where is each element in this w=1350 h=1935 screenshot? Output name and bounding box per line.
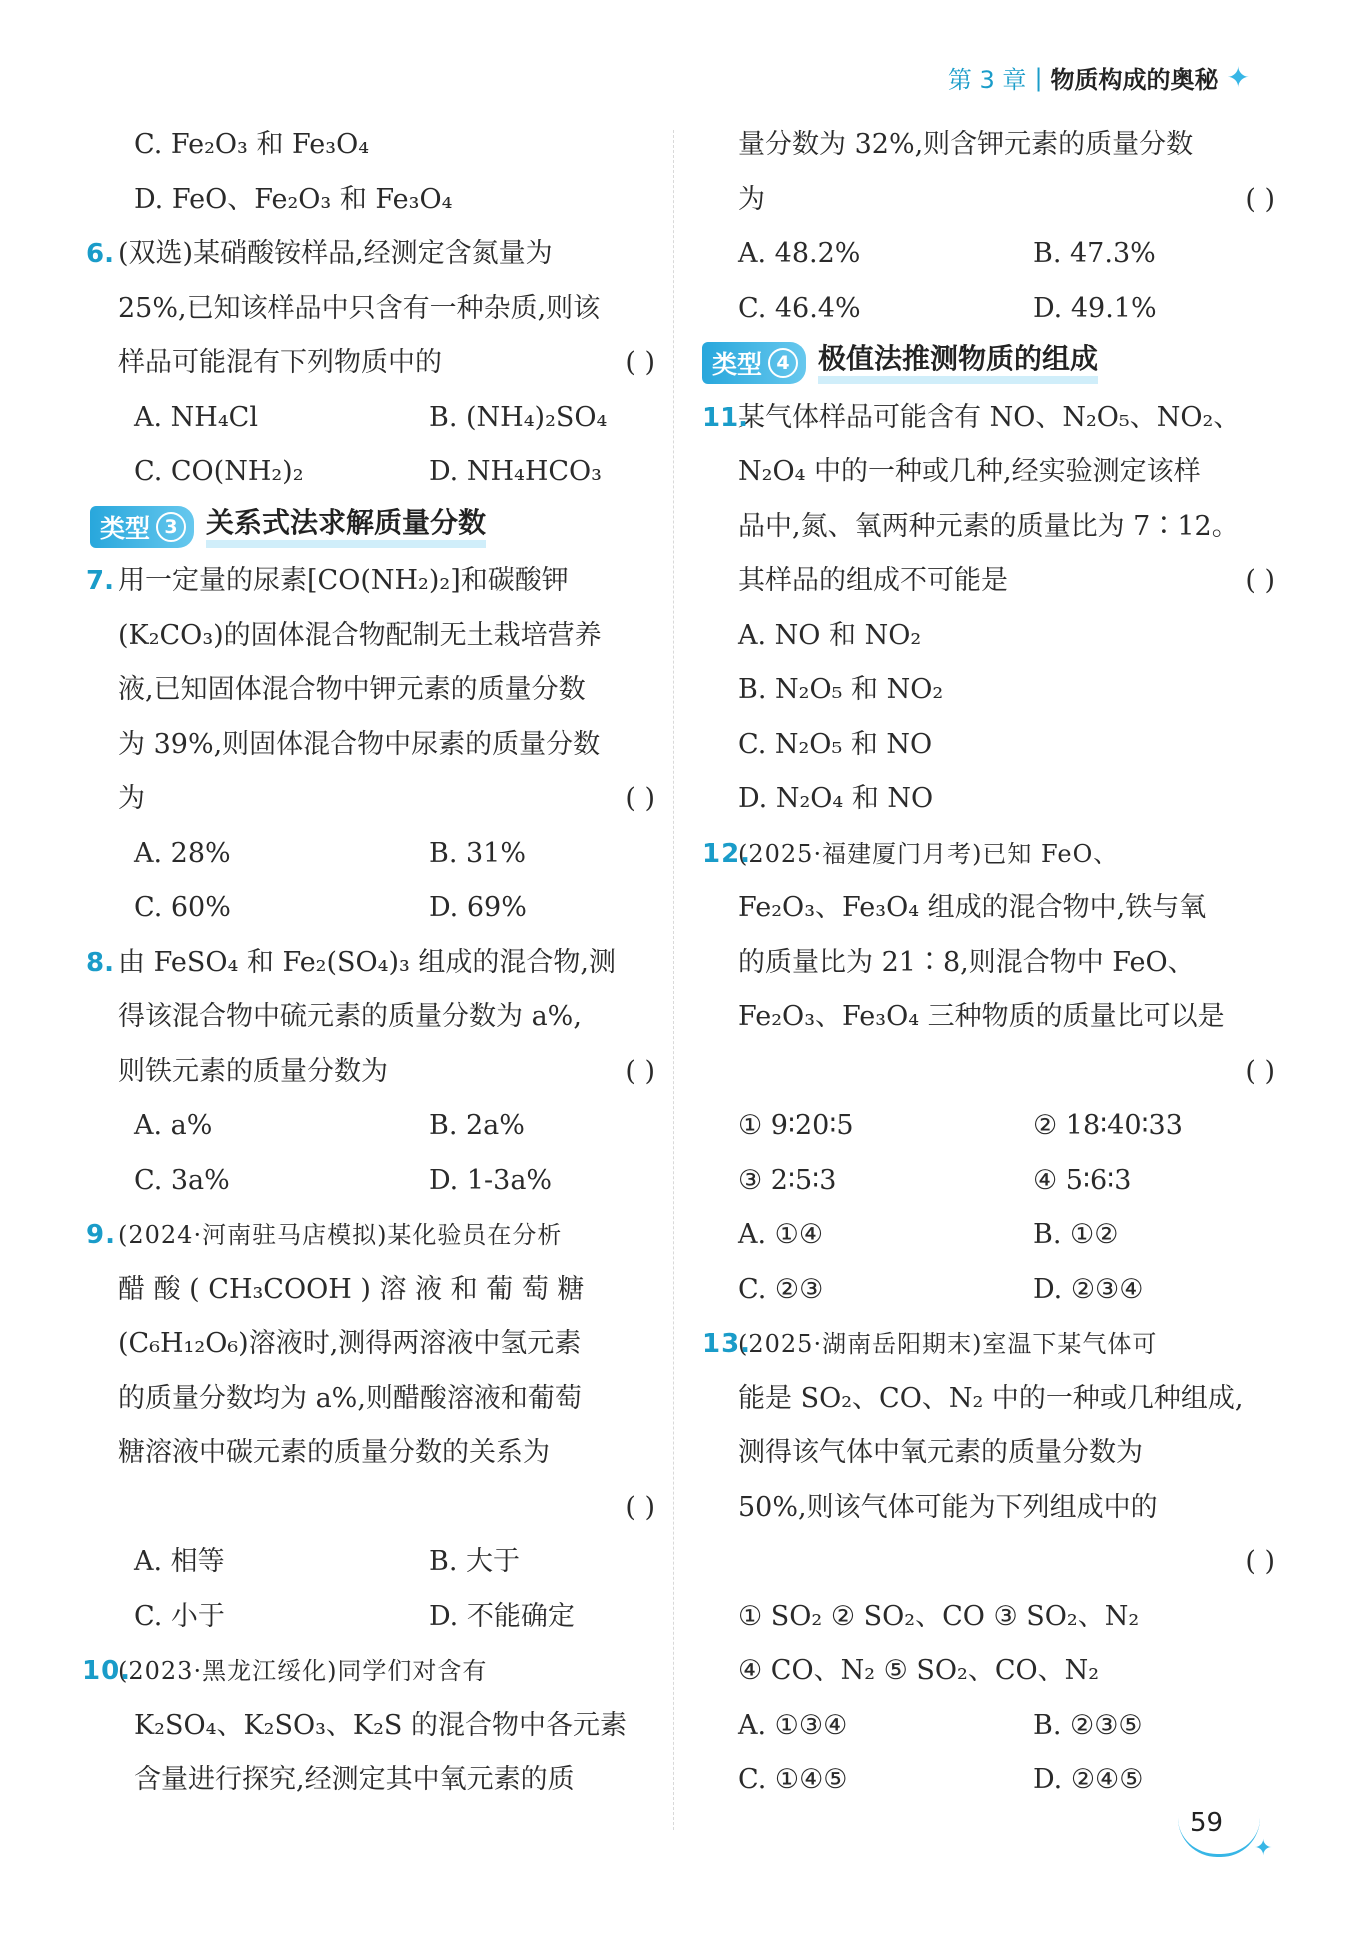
option-b: B. ②③⑤ xyxy=(1033,1709,1143,1741)
type-badge: 类型 3 xyxy=(90,506,194,548)
question-9 xyxy=(86,1208,663,1644)
answer-blank[interactable]: ( ) xyxy=(1245,183,1275,215)
question-number: 7. xyxy=(86,566,114,596)
choice-4: ④ 5∶6∶3 xyxy=(1033,1164,1132,1196)
choice-2: ② 18∶40∶33 xyxy=(1033,1110,1183,1141)
option-a: A. ①④ xyxy=(738,1219,824,1250)
option-a: A. 相等 xyxy=(134,1546,225,1577)
question-text: 由 FeSO₄ 和 Fe₂(SO₄)₃ 组成的混合物,测 xyxy=(118,946,617,978)
option-b: B. 2a% xyxy=(429,1110,525,1141)
option-c: C. ①④⑤ xyxy=(738,1764,848,1795)
chapter-title: 物质构成的奥秘 xyxy=(1050,66,1219,94)
question-number: 9. xyxy=(86,1220,116,1250)
option-b: B. N₂O₅ 和 NO₂ xyxy=(738,674,944,705)
option-b: B. (NH₄)₂SO₄ xyxy=(429,401,608,433)
question-text: 测得该气体中氧元素的质量分数为 xyxy=(738,1437,1143,1468)
answer-blank[interactable]: ( ) xyxy=(1245,1055,1275,1087)
option-c: C. 60% xyxy=(134,892,231,923)
type-number: 4 xyxy=(768,348,798,378)
option-b: B. 47.3% xyxy=(1033,238,1156,269)
question-text: (C₆H₁₂O₆)溶液时,测得两溶液中氢元素 xyxy=(118,1328,582,1359)
option-d: D. 49.1% xyxy=(1033,292,1157,324)
sparkle-icon: ✦ xyxy=(1254,1836,1273,1861)
question-text: 量分数为 32%,则含钾元素的质量分数 xyxy=(738,129,1194,160)
question-number: 13. xyxy=(702,1329,752,1359)
question-text: 含量进行探究,经测定其中氧元素的质 xyxy=(134,1764,575,1795)
answer-blank[interactable]: ( ) xyxy=(625,783,655,814)
question-text: 则铁元素的质量分数为 xyxy=(118,1055,388,1087)
question-text: (双选)某硝酸铵样品,经测定含氮量为 xyxy=(118,238,553,269)
question-text: 为 xyxy=(118,783,145,814)
option-a: A. 28% xyxy=(134,837,231,869)
option-d: D. 不能确定 xyxy=(429,1600,575,1632)
question-number: 6. xyxy=(86,239,114,269)
question-number: 12. xyxy=(702,838,752,869)
chapter-header xyxy=(948,60,1250,95)
question-text: (2023·黑龙江绥化)同学们对含有 xyxy=(118,1657,488,1685)
question-13 xyxy=(702,1317,1283,1808)
question-text: 糖溶液中碳元素的质量分数的关系为 xyxy=(118,1437,550,1468)
question-6 xyxy=(86,227,663,500)
question-number: 10. xyxy=(82,1656,132,1686)
question-text: 能是 SO₂、CO、N₂ 中的一种或几种组成, xyxy=(738,1382,1244,1414)
type-title: 极值法推测物质的组成 xyxy=(818,342,1098,384)
choices-line-2: ④ CO、N₂ ⑤ SO₂、CO、N₂ xyxy=(738,1655,1100,1686)
choice-3: ③ 2∶5∶3 xyxy=(738,1164,837,1196)
column-divider xyxy=(673,130,674,1830)
option-d: D. 69% xyxy=(429,892,527,923)
question-text: 品中,氮、氧两种元素的质量比为 7∶12。 xyxy=(738,510,1239,542)
type-3-heading xyxy=(90,500,663,555)
option-c: C. N₂O₅ 和 NO xyxy=(738,728,933,760)
question-text: (2024·河南驻马店模拟)某化验员在分析 xyxy=(118,1221,563,1249)
question-text: Fe₂O₃、Fe₃O₄ 三种物质的质量比可以是 xyxy=(738,1001,1225,1032)
option-a: A. NO 和 NO₂ xyxy=(738,619,922,651)
question-11 xyxy=(702,391,1283,827)
question-7 xyxy=(86,554,663,936)
header-separator: | xyxy=(1034,63,1043,92)
left-column xyxy=(82,118,663,1808)
answer-blank[interactable]: ( ) xyxy=(1245,565,1275,596)
question-text: 50%,则该气体可能为下列组成中的 xyxy=(738,1491,1158,1523)
option-a: A. ①③④ xyxy=(738,1709,848,1741)
question-text: N₂O₄ 中的一种或几种,经实验测定该样 xyxy=(738,456,1201,487)
option-c: C. ②③ xyxy=(738,1273,824,1305)
q5-option-d: D. FeO、Fe₂O₃ 和 Fe₃O₄ xyxy=(134,183,453,215)
option-a: A. a% xyxy=(134,1110,213,1141)
option-c: C. 3a% xyxy=(134,1164,230,1196)
question-text: 其样品的组成不可能是 xyxy=(738,565,1008,596)
right-column xyxy=(702,118,1283,1808)
option-a: A. NH₄Cl xyxy=(134,401,258,433)
option-d: D. ②③④ xyxy=(1033,1273,1144,1305)
page-number: 59 xyxy=(1190,1808,1224,1838)
question-10-continued xyxy=(738,118,1283,336)
question-text: 的质量分数均为 a%,则醋酸溶液和葡萄 xyxy=(118,1382,582,1414)
sparkle-icon: ✦ xyxy=(1226,61,1250,94)
chapter-number: 第 3 章 xyxy=(947,66,1027,94)
question-text: 样品可能混有下列物质中的 xyxy=(118,347,442,378)
choices-line-1: ① SO₂ ② SO₂、CO ③ SO₂、N₂ xyxy=(738,1600,1140,1632)
option-b: B. 大于 xyxy=(429,1546,521,1577)
question-text: 的质量比为 21∶8,则混合物中 FeO、 xyxy=(738,946,1195,978)
option-a: A. 48.2% xyxy=(738,238,861,269)
answer-blank[interactable]: ( ) xyxy=(625,347,655,378)
question-text: 某气体样品可能含有 NO、N₂O₅、NO₂、 xyxy=(738,401,1241,433)
option-c: C. 46.4% xyxy=(738,292,861,324)
question-text: 醋 酸 ( CH₃COOH ) 溶 液 和 葡 萄 糖 xyxy=(118,1273,585,1305)
question-text: 为 xyxy=(738,183,765,215)
question-text: 为 39%,则固体混合物中尿素的质量分数 xyxy=(118,728,601,760)
option-c: C. CO(NH₂)₂ xyxy=(134,456,304,487)
question-text: K₂SO₄、K₂SO₃、K₂S 的混合物中各元素 xyxy=(134,1709,627,1741)
question-text: 25%,已知该样品中只含有一种杂质,则该 xyxy=(118,292,601,324)
option-d: D. 1-3a% xyxy=(429,1164,553,1196)
option-d: D. N₂O₄ 和 NO xyxy=(738,783,934,814)
question-text: (K₂CO₃)的固体混合物配制无土栽培营养 xyxy=(118,619,602,651)
question-text: (2025·福建厦门月考)已知 FeO、 xyxy=(738,839,1119,868)
type-title: 关系式法求解质量分数 xyxy=(206,506,486,548)
question-text: (2025·湖南岳阳期末)室温下某气体可 xyxy=(738,1330,1158,1358)
type-badge: 类型 4 xyxy=(702,342,806,384)
question-text: 得该混合物中硫元素的质量分数为 a%, xyxy=(118,1001,582,1032)
type-number: 3 xyxy=(156,512,186,542)
question-number: 8. xyxy=(86,947,114,978)
option-b: B. ①② xyxy=(1033,1219,1119,1250)
question-12 xyxy=(702,827,1283,1318)
option-d: D. NH₄HCO₃ xyxy=(429,456,603,487)
question-number: 11. xyxy=(702,402,749,433)
option-b: B. 31% xyxy=(429,837,527,869)
question-text: 用一定量的尿素[CO(NH₂)₂]和碳酸钾 xyxy=(118,565,569,596)
question-text: Fe₂O₃、Fe₃O₄ 组成的混合物中,铁与氧 xyxy=(738,892,1207,923)
question-text: 液,已知固体混合物中钾元素的质量分数 xyxy=(118,674,586,705)
answer-blank[interactable]: ( ) xyxy=(1245,1546,1275,1577)
answer-blank[interactable]: ( ) xyxy=(625,1491,655,1523)
question-10 xyxy=(82,1644,663,1808)
option-c: C. 小于 xyxy=(134,1600,225,1632)
option-d: D. ②④⑤ xyxy=(1033,1764,1144,1795)
answer-blank[interactable]: ( ) xyxy=(625,1055,655,1087)
choice-1: ① 9∶20∶5 xyxy=(738,1110,854,1141)
q5-option-c: C. Fe₂O₃ 和 Fe₃O₄ xyxy=(134,129,370,160)
question-8 xyxy=(86,936,663,1209)
type-4-heading xyxy=(702,336,1283,391)
